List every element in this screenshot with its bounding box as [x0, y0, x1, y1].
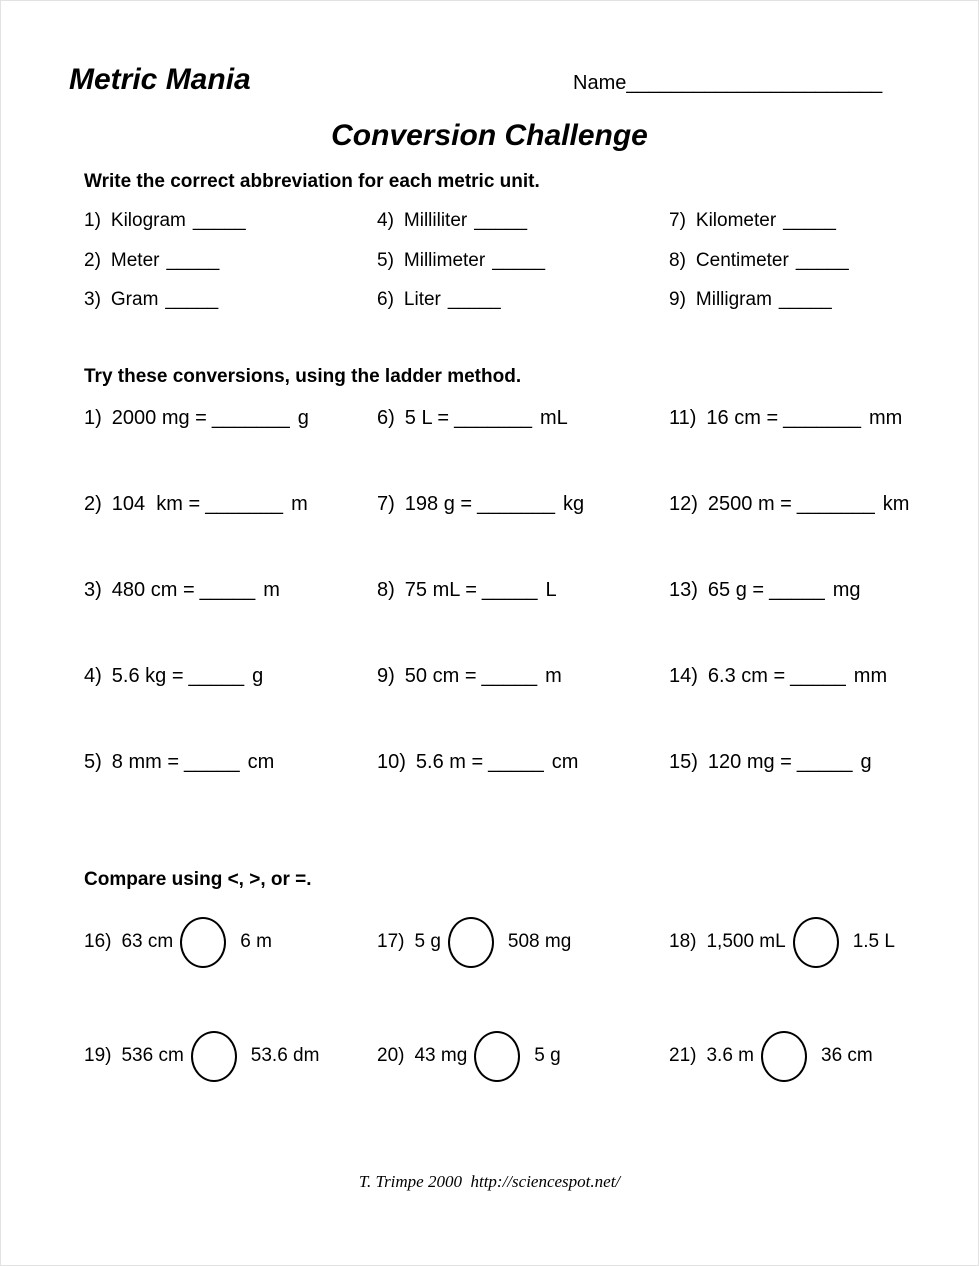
conversion-expression: 75 mL = [404, 579, 477, 601]
compare-item [377, 1026, 669, 1086]
answer-blank: _____ [199, 579, 256, 601]
item-number: 9) [669, 289, 686, 311]
item-number: 10) [377, 751, 406, 773]
conversion-expression: 65 g = [707, 579, 765, 601]
right-value: 6 m [240, 931, 272, 952]
item-number: 8) [669, 249, 686, 271]
conversion-item [669, 577, 956, 663]
name-field [573, 71, 882, 95]
conversion-expression: 2500 m = [707, 493, 792, 515]
conversion-item [377, 749, 669, 835]
footer-credit: T. Trimpe 2000 http://sciencespot.net/ [358, 1172, 621, 1191]
target-unit: mm [853, 665, 888, 687]
compare-item [377, 912, 669, 972]
answer-blank: _______ [211, 407, 290, 429]
right-value: 53.6 dm [250, 1045, 320, 1066]
answer-blank: _____ [481, 579, 538, 601]
conversions-grid [84, 405, 956, 835]
item-number: 13) [669, 579, 698, 601]
item-number: 17) [377, 931, 405, 952]
comparison-circle [191, 1031, 237, 1082]
answer-blank: _____ [184, 751, 240, 773]
item-number: 12) [669, 493, 698, 515]
comparison-circle [474, 1031, 520, 1082]
conversion-expression: 16 cm = [706, 407, 779, 429]
target-unit: g [860, 751, 872, 773]
target-unit: m [263, 579, 280, 601]
conversion-item [84, 577, 377, 663]
item-number: 5) [84, 751, 102, 773]
abbreviation-item [669, 209, 956, 249]
answer-blank: _____ [165, 289, 219, 311]
item-number: 6) [377, 289, 394, 311]
left-value: 5 g [414, 931, 441, 952]
answer-blank: _____ [783, 210, 836, 231]
answer-blank: _____ [790, 665, 846, 687]
conversion-item [377, 577, 669, 663]
answer-blank: _____ [447, 289, 501, 311]
unit-name: Meter [110, 249, 160, 271]
conversion-expression: 120 mg = [707, 751, 792, 773]
left-value: 1,500 mL [706, 931, 786, 952]
compare-item [669, 912, 956, 972]
answer-blank: _____ [796, 751, 853, 773]
conversion-item [669, 491, 956, 577]
item-number: 7) [377, 493, 395, 515]
answer-blank: _____ [192, 210, 246, 231]
page-title: Metric Mania [69, 63, 251, 96]
conversion-item [669, 663, 956, 749]
conversion-expression: 5.6 kg = [111, 665, 184, 687]
conversion-expression: 480 cm = [111, 579, 195, 601]
compare-item [84, 1026, 377, 1086]
abbreviation-item [84, 249, 377, 289]
item-number: 7) [669, 210, 686, 231]
conversion-item [377, 405, 669, 491]
abbreviation-item [84, 209, 377, 249]
compare-heading: Compare using <, >, or =. [84, 869, 312, 890]
comparison-circle [180, 917, 226, 968]
conversion-item [84, 405, 377, 491]
conversion-expression: 104 km = [111, 493, 201, 515]
target-unit: m [291, 493, 308, 515]
conversions-heading: Try these conversions, using the ladder method. [84, 366, 522, 387]
item-number: 18) [669, 931, 697, 952]
conversion-item [84, 663, 377, 749]
item-number: 11) [669, 407, 697, 429]
answer-blank: _______ [454, 407, 532, 429]
unit-name: Milligram [695, 289, 772, 311]
unit-name: Kilogram [110, 210, 186, 231]
item-number: 5) [377, 249, 394, 271]
target-unit: mg [832, 579, 861, 601]
conversion-item [669, 749, 956, 835]
abbreviation-item [84, 288, 377, 328]
answer-blank: _____ [481, 665, 538, 687]
conversion-item [84, 491, 377, 577]
conversion-item [377, 663, 669, 749]
unit-name: Liter [403, 289, 441, 311]
abbreviations-heading: Write the correct abbreviation for each metric unit. [84, 171, 540, 192]
item-number: 1) [84, 407, 102, 429]
answer-blank: _______ [477, 493, 555, 515]
comparison-circle [761, 1031, 807, 1082]
target-unit: m [545, 665, 562, 687]
answer-blank: _____ [795, 249, 849, 271]
conversion-expression: 8 mm = [111, 751, 180, 773]
item-number: 8) [377, 579, 395, 601]
answer-blank: _______ [205, 493, 284, 515]
left-value: 43 mg [414, 1045, 468, 1066]
target-unit: cm [247, 751, 275, 773]
conversion-expression: 5 L = [404, 407, 450, 429]
compare-grid [84, 912, 956, 1140]
unit-name: Kilometer [695, 210, 777, 231]
unit-name: Milliliter [403, 210, 468, 231]
name-label: Name [573, 72, 627, 94]
item-number: 9) [377, 665, 395, 687]
item-number: 21) [669, 1045, 697, 1066]
target-unit: km [882, 493, 910, 515]
conversion-expression: 2000 mg = [111, 407, 207, 429]
item-number: 16) [84, 931, 112, 952]
item-number: 3) [84, 289, 101, 311]
unit-name: Centimeter [695, 249, 789, 271]
item-number: 15) [669, 751, 698, 773]
item-number: 2) [84, 493, 102, 515]
conversion-expression: 6.3 cm = [707, 665, 786, 687]
item-number: 1) [84, 210, 101, 231]
left-value: 3.6 m [706, 1045, 754, 1066]
worksheet-subtitle: Conversion Challenge [331, 119, 648, 152]
item-number: 4) [377, 210, 394, 231]
item-number: 20) [377, 1045, 405, 1066]
compare-item [669, 1026, 956, 1086]
name-blank-line: _______________________ [626, 72, 883, 94]
right-value: 36 cm [821, 1045, 873, 1066]
answer-blank: _____ [188, 665, 245, 687]
answer-blank: _______ [796, 493, 875, 515]
answer-blank: _____ [488, 751, 544, 773]
abbreviations-grid [84, 209, 956, 328]
answer-blank: _______ [783, 407, 861, 429]
left-value: 536 cm [121, 1045, 184, 1066]
answer-blank: _____ [166, 249, 220, 271]
answer-blank: _____ [769, 579, 825, 601]
conversion-item [377, 491, 669, 577]
target-unit: kg [562, 493, 585, 515]
comparison-circle [793, 917, 839, 968]
item-number: 2) [84, 249, 101, 271]
abbreviation-item [669, 288, 956, 328]
right-value: 1.5 L [852, 931, 895, 952]
comparison-circle [448, 917, 494, 968]
abbreviation-item [377, 288, 669, 328]
conversion-item [84, 749, 377, 835]
left-value: 63 cm [121, 931, 174, 952]
target-unit: mm [869, 407, 903, 429]
unit-name: Gram [110, 289, 159, 311]
conversion-expression: 50 cm = [404, 665, 477, 687]
conversion-expression: 198 g = [404, 493, 473, 515]
target-unit: L [545, 579, 557, 601]
right-value: 508 mg [507, 931, 572, 952]
item-number: 14) [669, 665, 698, 687]
target-unit: g [297, 407, 309, 429]
item-number: 19) [84, 1045, 112, 1066]
right-value: 5 g [534, 1045, 561, 1066]
unit-name: Millimeter [403, 249, 486, 271]
answer-blank: _____ [474, 210, 528, 231]
item-number: 4) [84, 665, 102, 687]
answer-blank: _____ [492, 249, 546, 271]
item-number: 3) [84, 579, 102, 601]
answer-blank: _____ [778, 289, 832, 311]
target-unit: g [252, 665, 264, 687]
abbreviation-item [377, 209, 669, 249]
target-unit: cm [551, 751, 579, 773]
conversion-item [669, 405, 956, 491]
conversion-expression: 5.6 m = [415, 751, 484, 773]
abbreviation-item [377, 249, 669, 289]
abbreviation-item [669, 249, 956, 289]
compare-item [84, 912, 377, 972]
target-unit: mL [539, 407, 568, 429]
item-number: 6) [377, 407, 395, 429]
